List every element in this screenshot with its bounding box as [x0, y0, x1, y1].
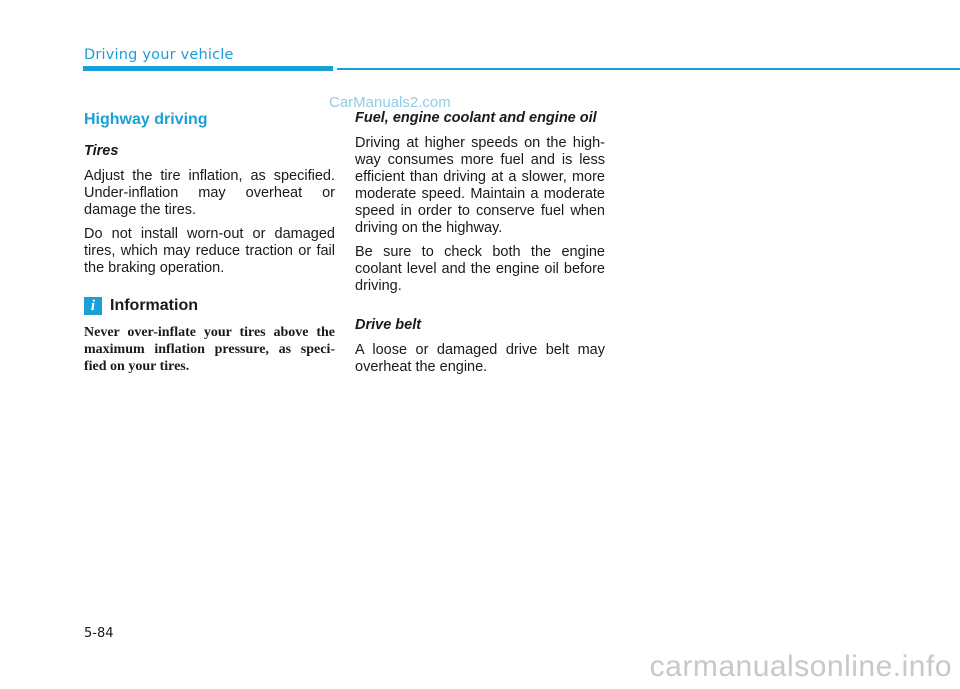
header-rule-thick: [83, 66, 333, 71]
watermark-bottom: carmanualsonline.info: [649, 650, 952, 683]
left-column: [84, 110, 335, 375]
drive-belt-heading: Drive belt: [355, 317, 422, 333]
tires-paragraph-1: Adjust the tire inflation, as specified. Under-inflation may overheat or damage the tires.: [84, 168, 335, 218]
drive-belt-paragraph: A loose or damaged drive belt may overheat the engine.: [355, 342, 605, 375]
watermark-top: CarManuals2.com: [329, 94, 451, 111]
tires-heading: Tires: [84, 143, 119, 159]
information-title: Information: [110, 297, 198, 314]
fuel-coolant-oil-heading: Fuel, engine coolant and engine oil: [355, 110, 597, 126]
tires-paragraph-2: Do not install worn-out or damaged tires, which may reduce traction or fail the braking operation.: [84, 226, 335, 276]
right-column: [355, 110, 605, 376]
fuel-paragraph-1: Driving at higher speeds on the high- way consumes more fuel and is less efficient than driving at a slower, more moderate speed. Maintain a moderate speed in order to conserve fuel when driving on the highway.: [355, 135, 605, 236]
page-number: 5-84: [84, 626, 114, 641]
fuel-paragraph-2: Be sure to check both the engine coolant level and the engine oil before driving.: [355, 244, 605, 294]
information-header: [84, 297, 335, 315]
highway-driving-title: Highway driving: [84, 111, 208, 128]
header-rule-thin: [337, 68, 960, 70]
info-icon: i: [84, 297, 102, 315]
information-text: Never over-inflate your tires above the maximum inflation pressure, as speci- fied on your tires.: [84, 325, 335, 374]
section-header: Driving your vehicle: [84, 47, 234, 63]
